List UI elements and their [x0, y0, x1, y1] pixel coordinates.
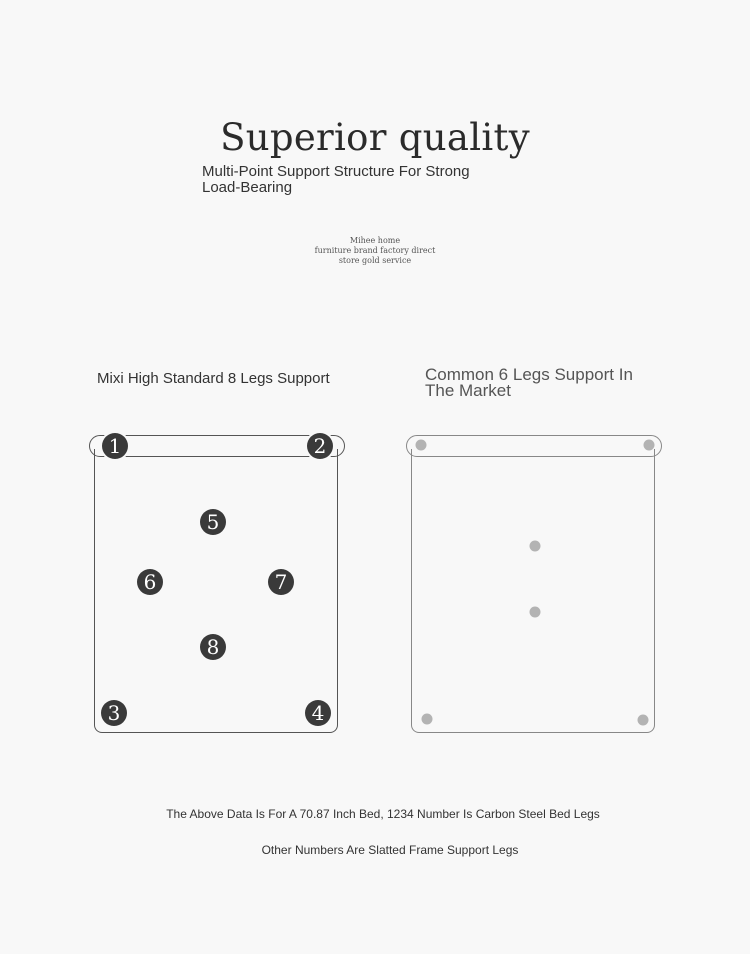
leg-marker-6: 6 [137, 569, 163, 595]
bed-frame-outline [94, 449, 338, 733]
bed-frame-outline [411, 449, 655, 733]
leg-marker-7: 7 [268, 569, 294, 595]
leg-marker-4: 4 [305, 700, 331, 726]
common-support-label: Common 6 Legs Support In The Market [425, 365, 633, 400]
leg-dot [638, 715, 649, 726]
leg-marker-1: 1 [102, 433, 128, 459]
mixi-support-label: Mixi High Standard 8 Legs Support [97, 370, 330, 387]
brand-tagline [300, 236, 450, 266]
common-bed-frame-diagram [405, 433, 665, 738]
page-title: Superior quality [220, 116, 530, 159]
mixi-bed-frame-diagram [88, 433, 348, 738]
brand-line: store gold service [338, 256, 412, 265]
leg-dot [530, 607, 541, 618]
leg-marker-2: 2 [307, 433, 333, 459]
leg-dot [416, 440, 427, 451]
leg-marker-3: 3 [101, 700, 127, 726]
subtitle: Multi-Point Support Structure For Strong Load-Bearing [202, 163, 470, 196]
leg-marker-5: 5 [200, 509, 226, 535]
footnote-line-1: The Above Data Is For A 70.87 Inch Bed, 1234 Number Is Carbon Steel Bed Legs [166, 807, 600, 821]
leg-dot [530, 541, 541, 552]
leg-dot [422, 714, 433, 725]
leg-marker-8: 8 [200, 634, 226, 660]
footnote-line-2: Other Numbers Are Slatted Frame Support Legs [261, 843, 519, 857]
brand-line: Mihee home [349, 236, 401, 245]
leg-dot [644, 440, 655, 451]
headboard-outline [406, 435, 662, 457]
brand-line: furniture brand factory direct [314, 246, 436, 255]
